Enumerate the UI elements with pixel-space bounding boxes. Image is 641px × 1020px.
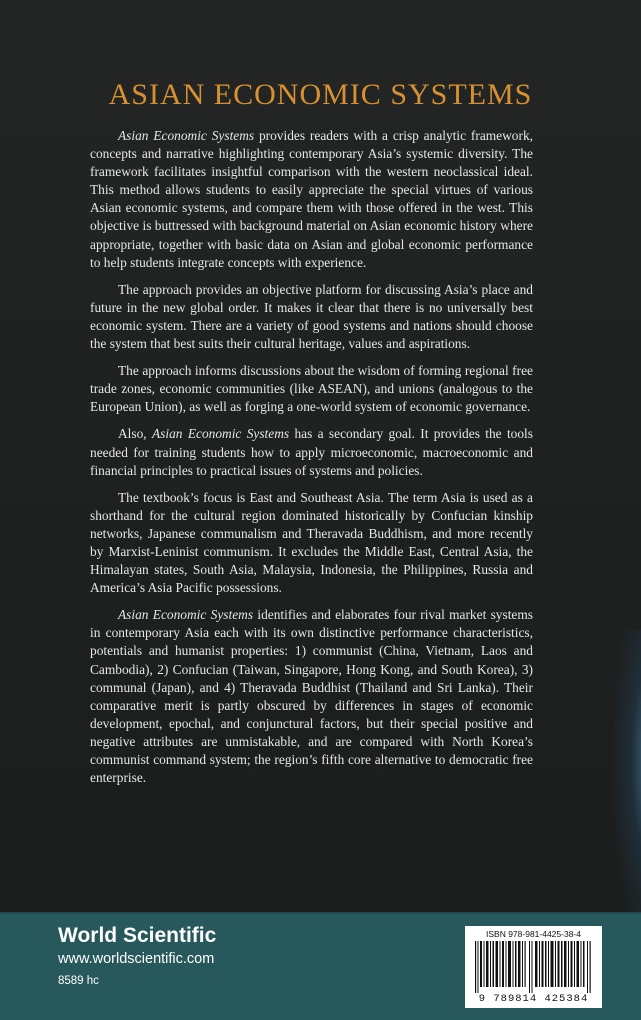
blurb-paragraph-3: The approach informs discussions about the wisdom of forming regional free trade zones, economic communities (like ASEAN), and unions (analogous to the European Union), as well as forging a one-world system of economic governance. (90, 363, 533, 415)
blurb-paragraph-5: The textbook’s focus is East and Southeast Asia. The term Asia is used as a shorthand for the cultural region dominated historically by Confucian kinship networks, Japanese communalism and Theravada Buddhism, and more recently by Marxist-Leninist communism. It excludes the Middle East, Central Asia, the Himalayan states, South Asia, Malaysia, Indonesia, the Philippines, Russia and America’s Asia Pacific possessions. (90, 489, 533, 596)
book-title-italic: Asian Economic Systems (151, 426, 290, 442)
blurb-paragraph-4 (90, 425, 533, 479)
paragraph-text: has a secondary goal. It provides the tools needed for training students how to apply microeconomic, macroeconomic and financial principles to practical issues of systems and policies. (90, 426, 533, 478)
publisher-name: World Scientific (58, 924, 217, 947)
blurb-paragraph-6 (90, 606, 533, 787)
paragraph-text: Also, (118, 426, 152, 442)
paragraph-text: identifies and elaborates four rival market systems in contemporary Asia each with its own distinctive performance characteristics, potentials and humanist properties: 1) communist (China, Vietnam, Laos and Cambodia), 2) Confucian (Taiwan, Singapore, Hong Kong, and South Korea), 3) communal (Japan), and 4) Theravada Buddhist (Thailand and Sri Lanka). Their comparative merit is partly obscured by differences in stages of economic development, epochal, and conjunctural factors, but their special positive and negative attributes are unmistakable, and are compared with North Korea’s communist command system; the region’s fifth core alternative to democratic free enterprise. (90, 607, 533, 786)
blurb-paragraph-1 (90, 127, 533, 272)
book-title: ASIAN ECONOMIC SYSTEMS (108, 78, 533, 111)
blurb (90, 127, 533, 796)
book-title-italic: Asian Economic Systems (118, 607, 254, 623)
paragraph-text: provides readers with a crisp analytic framework, concepts and narrative highlighting contemporary Asia’s systemic diversity. The framework facilitates insightful comparison with the western neoclassical ideal. This method allows students to easily appreciate the special virtues of various Asian economic systems, and compare them with those offered in the west. This objective is buttressed with background material on Asian economic history where appropriate, together with basic data on Asian and global economic performance to help students integrate concepts with experience. (90, 128, 533, 270)
product-code: 8589 hc (58, 975, 99, 987)
barcode-panel (465, 926, 602, 1008)
edge-glow (611, 630, 641, 960)
barcode-number: 9 789814 425384 (478, 993, 589, 1005)
isbn-label: ISBN 978-981-4425-38-4 (486, 929, 581, 939)
barcode-icon (473, 941, 593, 993)
publisher-website: www.worldscientific.com (58, 951, 215, 967)
blurb-paragraph-2: The approach provides an objective platform for discussing Asia’s place and future in the new global order. It makes it clear that there is no universally best economic system. There are a variety of good systems and nations should choose the system that best suits their cultural heritage, values and aspirations. (90, 281, 533, 352)
publisher-band-divider (0, 912, 641, 914)
book-title-italic: Asian Economic Systems (118, 128, 255, 143)
